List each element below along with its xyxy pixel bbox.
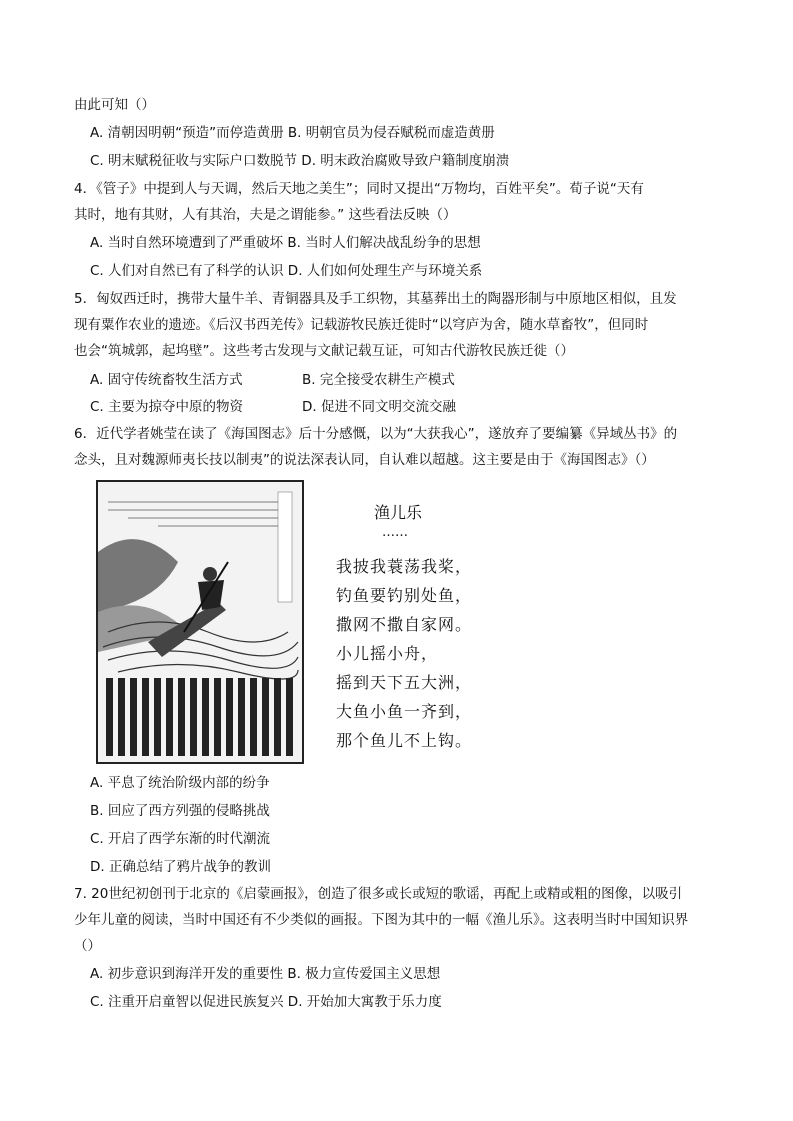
q4-stem-line1: 4．《管子》中提到人与天调，然后天地之美生”；同时又提出“万物均，百姓平矣”。荀子说“天有 [74,181,644,197]
q5-option-c: C. 主要为掠夺中原的物资 [90,399,244,415]
q6-stem-line1: 6．近代学者姚莹在读了《海国图志》后十分感慨，以为“大获我心”，遂放弃了要编纂《异域丛书》的 [74,426,678,442]
poem-line: 摇到天下五大洲， [336,673,473,692]
q7-options-cd: C. 注重开启童智以促进民族复兴 D. 开始加大寓教于乐力度 [90,994,442,1010]
q6-option-a: A. 平息了统治阶级内部的纷争 [90,775,270,791]
poem-line: 大鱼小鱼一齐到， [336,702,473,721]
q3-stem-tail: 由此可知（） [74,97,155,113]
q6-option-d: D. 正确总结了鸦片战争的教训 [90,859,271,875]
poem-line: 那个鱼儿不上钩。 [336,731,473,750]
q7-stem-line1: 7. 20世纪初创刊于北京的《启蒙画报》，创造了很多或长或短的歌谣，再配上或精或粗的图像，以吸引 [74,886,683,902]
q3-options-cd: C. 明末赋税征收与实际户口数脱节 D. 明末政治腐败导致户籍制度崩溃 [90,153,510,169]
poem-line: 钓鱼要钓别处鱼， [336,586,473,605]
q6-stem-line2: 念头，且对魏源师夷长技以制夷”的说法深表认同，自认难以超越。这主要是由于《海国图志》（） [74,452,655,468]
poem-yu-er-le [336,500,486,755]
q5-stem-line2: 现有粟作农业的遗迹。《后汉书西羌传》记载游牧民族迁徙时“以穹庐为舍，随水草畜牧”，但同时 [74,317,649,333]
poem-line: 我披我蓑荡我桨， [336,557,473,576]
q7-options-ab: A. 初步意识到海洋开发的重要性 B. 极力宣传爱国主义思想 [90,966,441,982]
q5-option-a: A. 固守传统畜牧生活方式 [90,372,243,388]
q3-options-ab: A. 清朝因明朝“预造”而停造黄册 B. 明朝官员为侵吞赋税而虚造黄册 [90,125,495,141]
q7-stem-line3: （） [74,938,101,954]
poem-line: 小儿摇小舟， [336,644,439,663]
q6-option-c: C. 开启了西学东渐的时代潮流 [90,831,271,847]
q6-option-b: B. 回应了西方列强的侵略挑战 [90,803,270,819]
q7-stem-line2: 少年儿童的阅读，当时中国还有不少类似的画报。下图为其中的一幅《渔儿乐》。这表明当时中国知识界 [74,912,689,928]
woodcut-illustration [96,480,304,764]
poem-ellipsis: …… [382,525,408,540]
q4-options-ab: A. 当时自然环境遭到了严重破坏 B. 当时人们解决战乱纷争的思想 [90,235,481,251]
q5-option-d: D. 促进不同文明交流交融 [302,399,456,415]
q5-option-b: B. 完全接受农耕生产模式 [302,372,455,388]
q5-stem-line3: 也会“筑城郭，起坞壁”。这些考古发现与文献记载互证，可知古代游牧民族迁徙（） [74,343,574,359]
q5-stem-line1: 5．匈奴西迁时，携带大量牛羊、青铜器具及手工织物，其墓葬出土的陶器形制与中原地区相似，且发 [74,291,677,307]
q4-options-cd: C. 人们对自然已有了科学的认识 D. 人们如何处理生产与环境关系 [90,263,483,279]
poem-line: 撒网不撒自家网。 [336,615,473,634]
poem-title: 渔儿乐 [374,503,423,522]
q4-stem-line2: 其时，地有其财，人有其治，夫是之谓能参。” 这些看法反映（） [74,207,457,223]
